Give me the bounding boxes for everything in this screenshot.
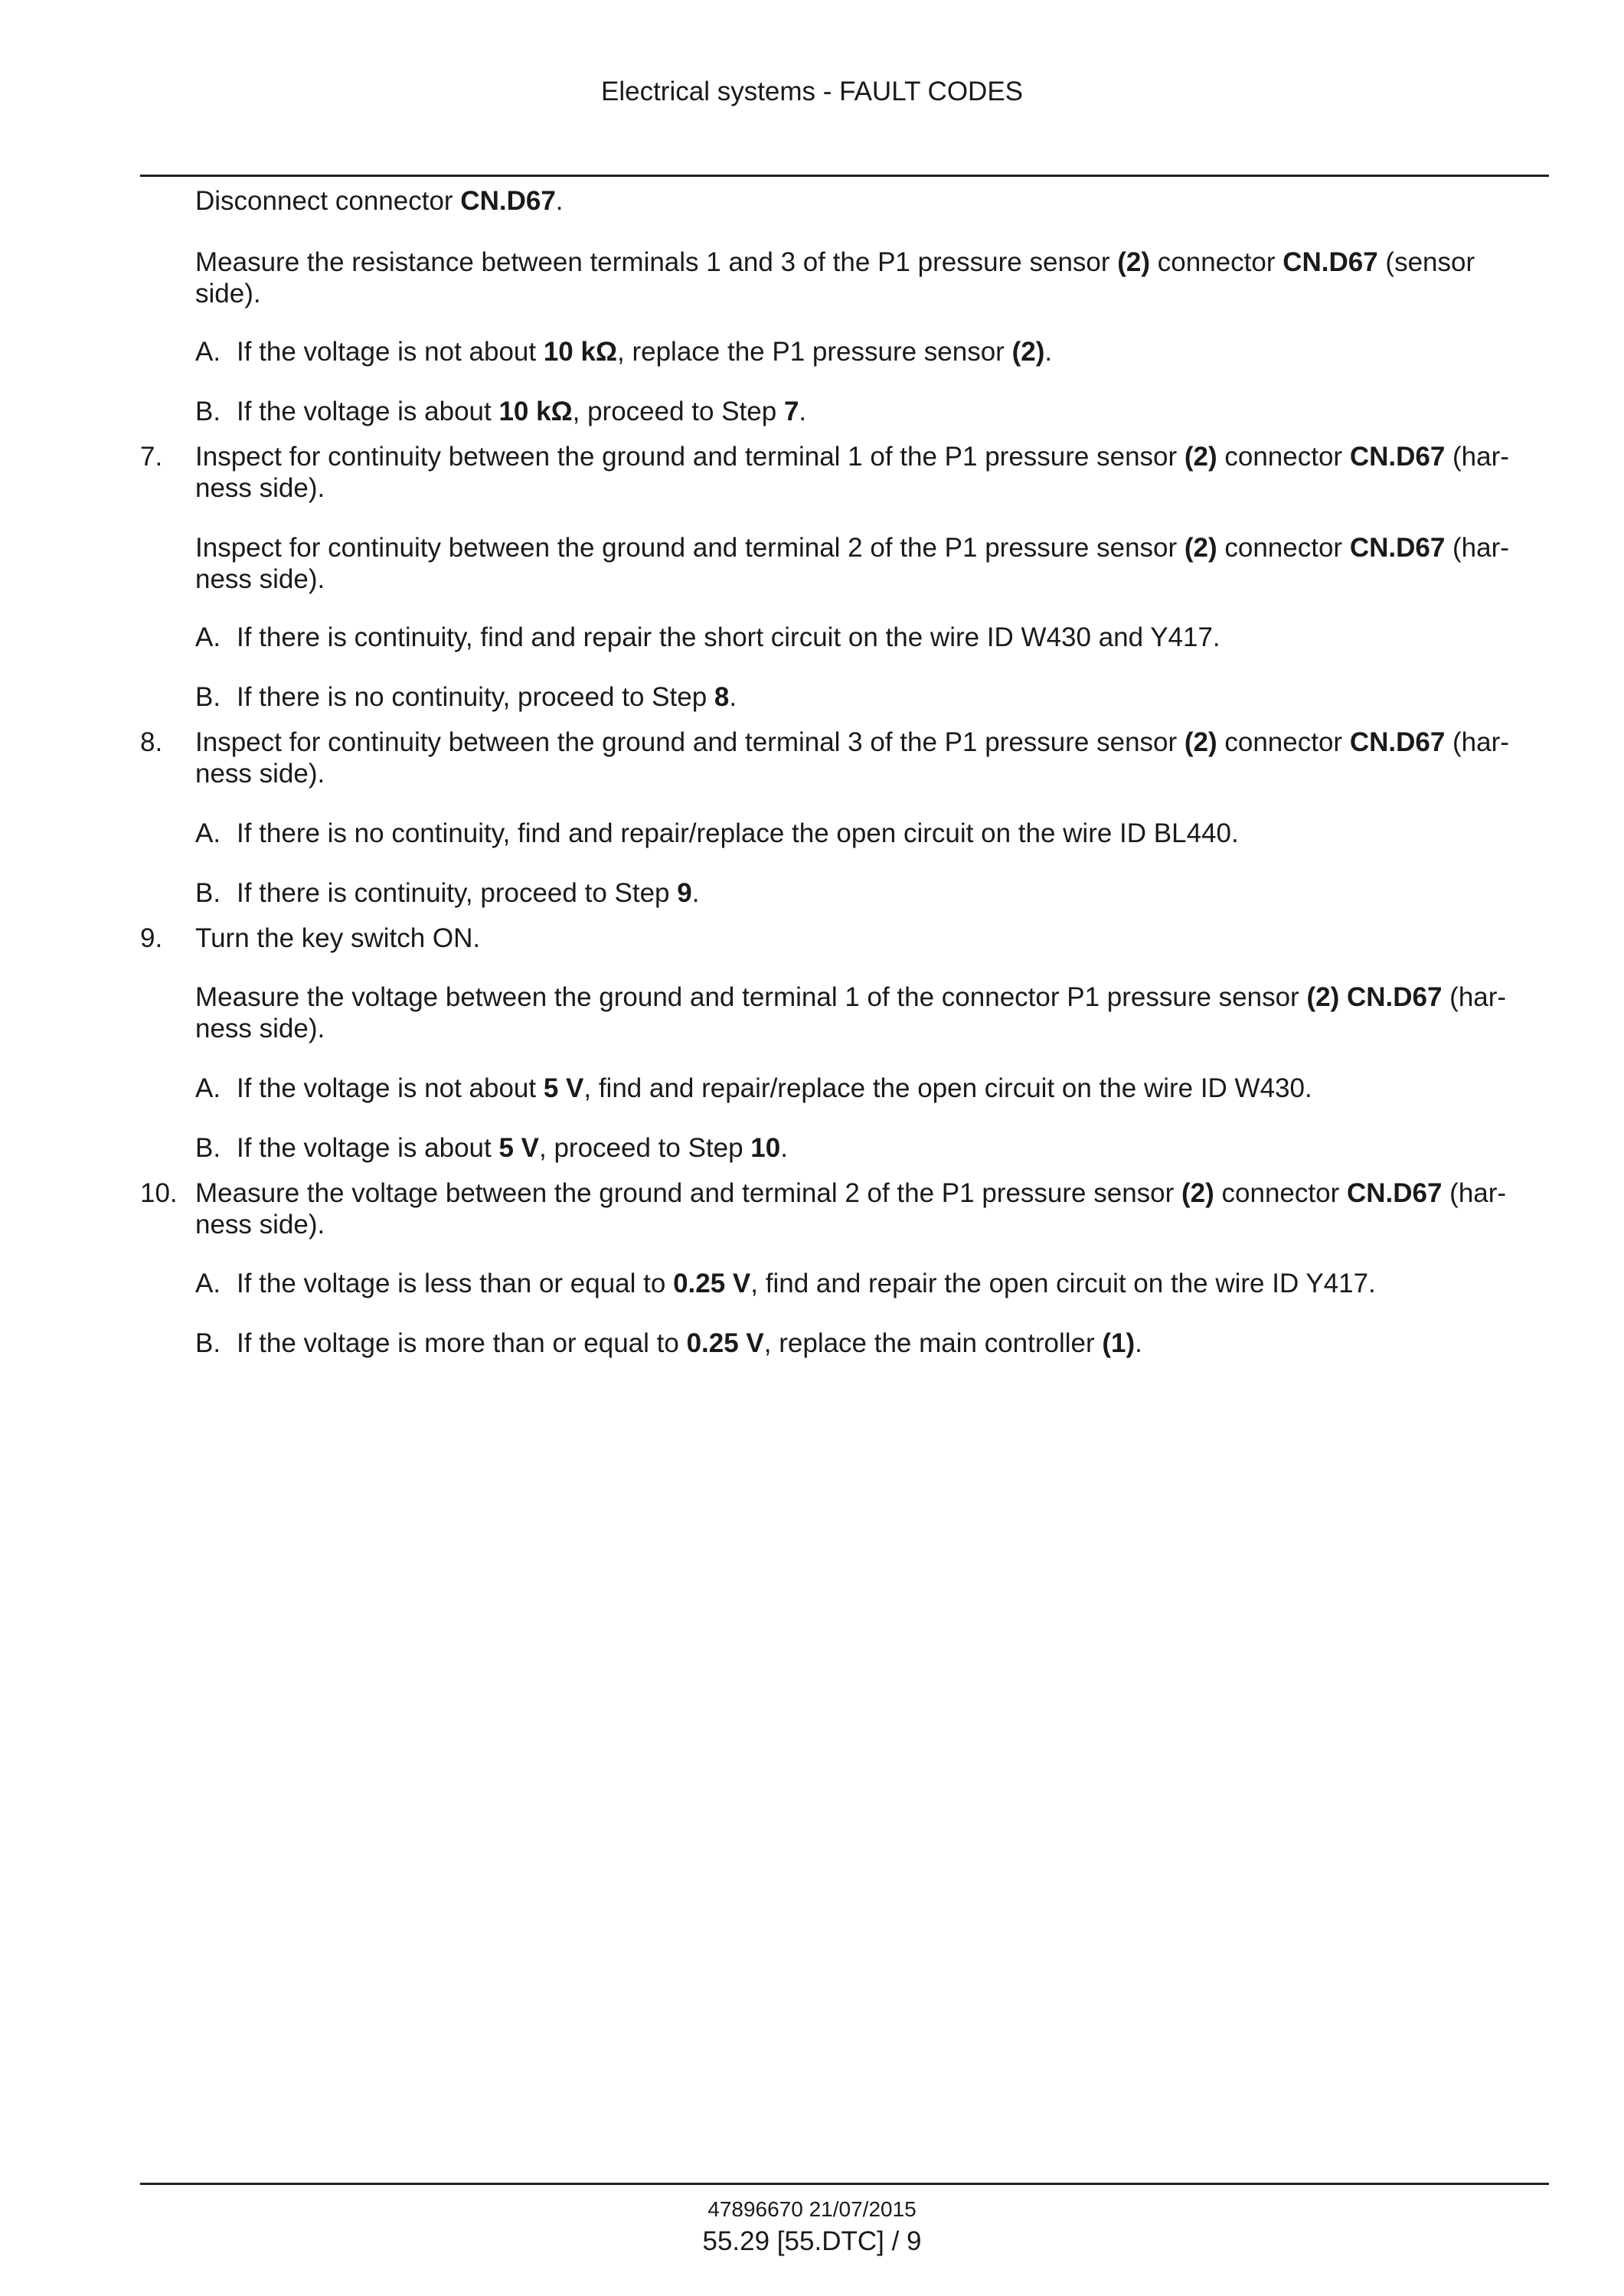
item-ref: (2) bbox=[1306, 982, 1340, 1012]
sub-item-a bbox=[195, 336, 1549, 367]
sub-letter: B. bbox=[195, 878, 221, 908]
item-ref: (2) bbox=[1181, 1178, 1214, 1208]
step-ref: 9 bbox=[677, 878, 692, 908]
sub-letter: B. bbox=[195, 1133, 221, 1163]
value: 5 V bbox=[543, 1073, 584, 1103]
step-number-10: 10. bbox=[140, 1178, 178, 1208]
step10-sub-a bbox=[195, 1268, 1549, 1299]
text: Inspect for continuity between the ground and terminal 2 of the P1 pressure sensor bbox=[195, 533, 1185, 563]
text: If the voltage is not about bbox=[237, 1073, 544, 1103]
item-ref: (2) bbox=[1011, 337, 1045, 367]
connector-ref: CN.D67 bbox=[1346, 1178, 1443, 1208]
step-number-9: 9. bbox=[140, 923, 163, 953]
text: Inspect for continuity between the ground and terminal 3 of the P1 pressure sensor bbox=[195, 727, 1185, 757]
sub-letter: A. bbox=[195, 622, 221, 652]
step9-sub-a bbox=[195, 1073, 1549, 1104]
step-number-7: 7. bbox=[140, 442, 163, 472]
sub-letter: A. bbox=[195, 1269, 221, 1298]
text: If there is continuity, find and repair the short circuit on the wire ID W430 and Y417. bbox=[237, 622, 1220, 652]
item-ref: (1) bbox=[1102, 1328, 1135, 1358]
footer-rule bbox=[140, 2183, 1549, 2185]
item-ref: (2) bbox=[1184, 533, 1217, 563]
text: . bbox=[729, 682, 737, 712]
text: (har- bbox=[1445, 533, 1509, 563]
value: 0.25 V bbox=[686, 1328, 764, 1358]
text: . bbox=[799, 397, 807, 426]
step10-paragraph-1-cont: ness side). bbox=[195, 1210, 325, 1239]
paragraph-measure-resistance bbox=[195, 247, 1549, 278]
text: , find and repair/replace the open circuit on the wire ID W430. bbox=[583, 1073, 1312, 1103]
step10-paragraph-1 bbox=[195, 1177, 1549, 1209]
text: connector bbox=[1217, 533, 1350, 563]
text: connector bbox=[1217, 727, 1350, 757]
text: (har- bbox=[1442, 982, 1507, 1012]
step-ref: 7 bbox=[783, 397, 799, 426]
step7-paragraph-2 bbox=[195, 532, 1549, 563]
text: , replace the P1 pressure sensor bbox=[617, 337, 1012, 367]
step8-paragraph-1 bbox=[195, 727, 1549, 758]
paragraph-disconnect bbox=[195, 185, 1549, 217]
value: 5 V bbox=[498, 1133, 539, 1163]
step7-sub-b bbox=[195, 681, 1549, 713]
text: . bbox=[1135, 1328, 1142, 1358]
text: If there is continuity, proceed to Step bbox=[237, 878, 678, 908]
text: . bbox=[555, 186, 564, 216]
sub-item-b bbox=[195, 396, 1549, 427]
footer-page-ref: 55.29 [55.DTC] / 9 bbox=[702, 2226, 922, 2256]
text: If there is no continuity, find and repair/replace the open circuit on the wire ID BL440. bbox=[237, 818, 1239, 848]
text: , find and repair the open circuit on the wire ID Y417. bbox=[750, 1269, 1376, 1298]
text: If the voltage is less than or equal to bbox=[237, 1269, 674, 1298]
text: If there is no continuity, proceed to Step bbox=[237, 682, 714, 712]
text: (har- bbox=[1442, 1178, 1507, 1208]
step9-paragraph-0: Turn the key switch ON. bbox=[195, 923, 481, 953]
step10-sub-b bbox=[195, 1328, 1549, 1359]
item-ref: (2) bbox=[1184, 442, 1217, 472]
step-ref: 10 bbox=[750, 1133, 781, 1163]
connector-ref: CN.D67 bbox=[1349, 533, 1446, 563]
text: (sensor bbox=[1377, 247, 1475, 277]
connector-ref: CN.D67 bbox=[1349, 727, 1446, 757]
step9-paragraph-1 bbox=[195, 981, 1549, 1013]
paragraph-measure-resistance-cont: side). bbox=[195, 279, 261, 309]
step7-paragraph-1-cont: ness side). bbox=[195, 473, 325, 503]
text: , proceed to Step bbox=[539, 1133, 751, 1163]
sub-letter: B. bbox=[195, 682, 221, 712]
text: (har- bbox=[1445, 727, 1509, 757]
text: Measure the voltage between the ground and terminal 1 of the connector P1 pressure sensor bbox=[195, 982, 1307, 1012]
header-title: Electrical systems - FAULT CODES bbox=[600, 77, 1024, 106]
value: 10 kΩ bbox=[543, 337, 618, 367]
text bbox=[1339, 982, 1347, 1012]
value: 0.25 V bbox=[673, 1269, 751, 1298]
sub-letter: B. bbox=[195, 397, 221, 426]
text: Measure the resistance between terminals 1 and 3 of the P1 pressure sensor bbox=[195, 247, 1118, 277]
text: If the voltage is about bbox=[237, 397, 499, 426]
step-number-8: 8. bbox=[140, 727, 163, 757]
text: If the voltage is not about bbox=[237, 337, 544, 367]
sub-letter: A. bbox=[195, 337, 221, 367]
item-ref: (2) bbox=[1117, 247, 1151, 277]
step8-sub-a bbox=[195, 818, 1549, 849]
text: . bbox=[691, 878, 700, 908]
text: connector bbox=[1214, 1178, 1347, 1208]
text: . bbox=[780, 1133, 788, 1163]
text: (har- bbox=[1445, 442, 1509, 472]
sub-letter: A. bbox=[195, 1073, 221, 1103]
step-ref: 8 bbox=[714, 682, 730, 712]
footer-doc-ref: 47896670 21/07/2015 bbox=[707, 2197, 917, 2221]
sub-letter: A. bbox=[195, 818, 221, 848]
text: , proceed to Step bbox=[572, 397, 784, 426]
header-rule bbox=[140, 175, 1549, 177]
step8-sub-b bbox=[195, 877, 1549, 909]
step7-paragraph-2-cont: ness side). bbox=[195, 564, 325, 594]
step7-sub-a bbox=[195, 622, 1549, 653]
text: If the voltage is more than or equal to bbox=[237, 1328, 687, 1358]
text: Disconnect connector bbox=[195, 186, 461, 216]
text: If the voltage is about bbox=[237, 1133, 499, 1163]
step8-paragraph-1-cont: ness side). bbox=[195, 759, 325, 789]
step7-paragraph-1 bbox=[195, 441, 1549, 472]
connector-ref: CN.D67 bbox=[460, 186, 556, 216]
text: Inspect for continuity between the ground and terminal 1 of the P1 pressure sensor bbox=[195, 442, 1185, 472]
text: connector bbox=[1217, 442, 1350, 472]
connector-ref: CN.D67 bbox=[1349, 442, 1446, 472]
text: Measure the voltage between the ground and terminal 2 of the P1 pressure sensor bbox=[195, 1178, 1182, 1208]
text: connector bbox=[1150, 247, 1283, 277]
text: . bbox=[1044, 337, 1053, 367]
text: , replace the main controller bbox=[763, 1328, 1103, 1358]
sub-letter: B. bbox=[195, 1328, 221, 1358]
step9-sub-b bbox=[195, 1132, 1549, 1164]
value: 10 kΩ bbox=[498, 397, 573, 426]
step9-paragraph-1-cont: ness side). bbox=[195, 1014, 325, 1043]
item-ref: (2) bbox=[1184, 727, 1217, 757]
connector-ref: CN.D67 bbox=[1283, 247, 1378, 277]
connector-ref: CN.D67 bbox=[1346, 982, 1443, 1012]
